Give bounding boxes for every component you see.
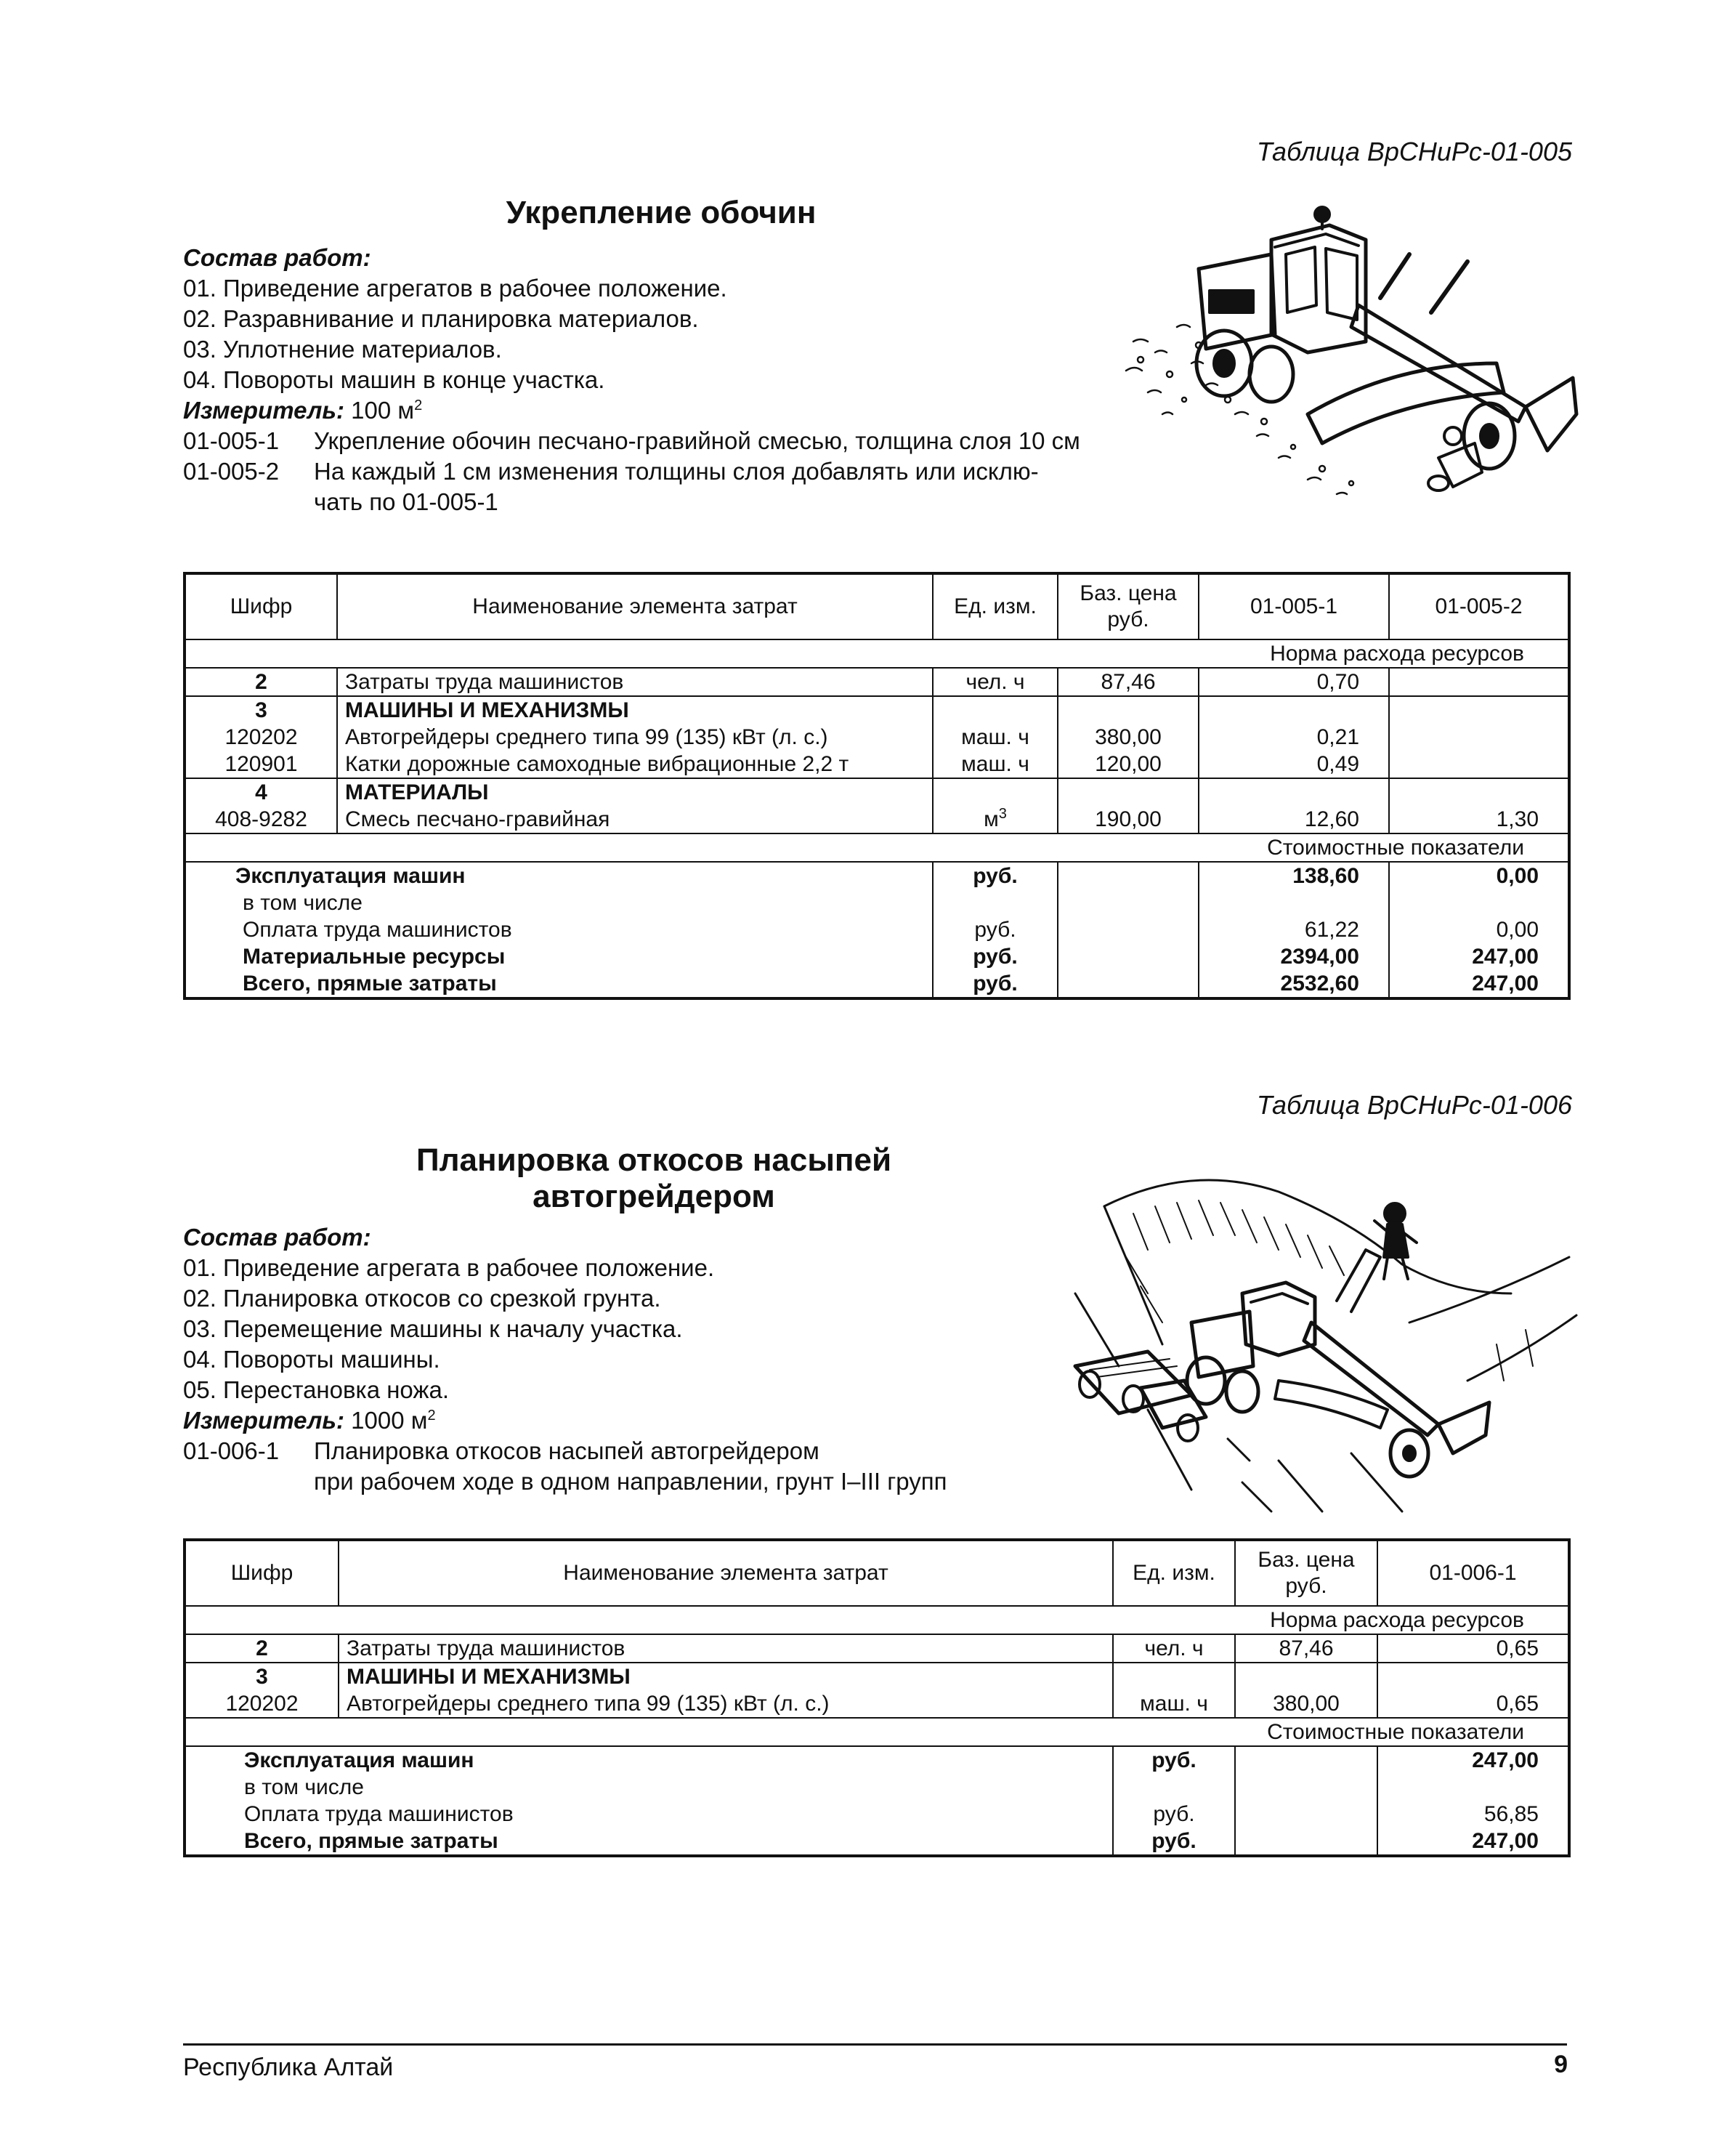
cell-name: Затраты труда машинистов — [339, 1634, 1113, 1663]
cell-code: 120202 — [185, 724, 337, 751]
summary-value: 0,00 — [1389, 862, 1569, 889]
cell-price: 87,46 — [1058, 668, 1199, 696]
column-header: Наименование элемента затрат — [339, 1540, 1113, 1606]
table-row — [185, 668, 1569, 696]
item-text: Планировка откосов насыпей автогрейдером — [314, 1437, 819, 1464]
section-title-line: Планировка откосов насыпей — [416, 1142, 892, 1178]
summary-unit: руб. — [1113, 1746, 1235, 1774]
cell-unit: чел. ч — [1113, 1634, 1235, 1663]
summary-value: 247,00 — [1377, 1746, 1569, 1774]
summary-unit: руб. — [933, 970, 1058, 998]
cell-code: 2 — [185, 1634, 339, 1663]
summary-row — [185, 1746, 1569, 1774]
column-header: Шифр — [185, 573, 337, 639]
summary-row — [185, 1801, 1569, 1828]
band-cost: Стоимостные показатели — [185, 1718, 1569, 1746]
summary-value: 247,00 — [1389, 970, 1569, 998]
section-title-line: автогрейдером — [533, 1179, 775, 1214]
item-text: На каждый 1 см изменения толщины слоя добавлять или исклю- — [314, 458, 1039, 485]
column-header: Ед. изм. — [1113, 1540, 1235, 1606]
table-row — [185, 751, 1569, 778]
work-step: 01. Приведение агрегата в рабочее положение. — [183, 1254, 715, 1281]
work-step: 02. Разравнивание и планировка материалов. — [183, 305, 699, 332]
cell-value: 1,30 — [1389, 806, 1569, 833]
summary-row — [185, 943, 1569, 970]
summary-row — [185, 862, 1569, 889]
meter-label: Измеритель: — [183, 1407, 344, 1434]
cell-price: 190,00 — [1058, 806, 1199, 833]
column-header: Баз. цена руб. — [1058, 573, 1199, 639]
summary-name: Всего, прямые затраты — [244, 1829, 498, 1853]
band-norm: Норма расхода ресурсов — [185, 1606, 1569, 1634]
band-cost: Стоимостные показатели — [185, 833, 1569, 862]
item-code: 01-005-2 — [183, 458, 280, 485]
summary-name: Эксплуатация машин — [235, 864, 466, 888]
work-step: 03. Перемещение машины к началу участка. — [183, 1315, 683, 1342]
cost-table-01-006 — [183, 1538, 1571, 1857]
item-text: Укрепление обочин песчано-гравийной смесью, толщина слоя 10 см — [314, 427, 1080, 454]
summary-value: 61,22 — [1199, 916, 1389, 943]
table-row — [185, 806, 1569, 833]
summary-value: 56,85 — [1377, 1801, 1569, 1828]
item-text-continuation: чать по 01-005-1 — [314, 488, 498, 515]
summary-unit: руб. — [1113, 1828, 1235, 1856]
table-row — [185, 778, 1569, 806]
summary-value: 247,00 — [1389, 943, 1569, 970]
cell-price: 380,00 — [1235, 1690, 1377, 1718]
unit-superscript: 3 — [998, 806, 1007, 822]
cell-value: 0,65 — [1377, 1690, 1569, 1718]
summary-unit: руб. — [933, 916, 1058, 943]
summary-name: Эксплуатация машин — [244, 1748, 474, 1772]
summary-row — [185, 916, 1569, 943]
summary-row — [185, 889, 1569, 916]
cell-name: Смесь песчано-гравийная — [337, 806, 933, 833]
column-header: 01-005-2 — [1389, 573, 1569, 639]
cell-name: Автогрейдеры среднего типа 99 (135) кВт (л. с.) — [339, 1690, 1113, 1718]
column-header: Баз. цена руб. — [1235, 1540, 1377, 1606]
cell-value: 0,70 — [1199, 668, 1389, 696]
cell-value: 12,60 — [1199, 806, 1389, 833]
item-code: 01-006-1 — [183, 1437, 280, 1464]
meter-superscript: 2 — [414, 397, 423, 413]
composition-block-01-005 — [183, 243, 1186, 517]
summary-name: Всего, прямые затраты — [243, 972, 497, 996]
summary-value: 2394,00 — [1199, 943, 1389, 970]
cell-code: 120901 — [185, 751, 337, 778]
cell-price: 380,00 — [1058, 724, 1199, 751]
section-title-01-006 — [363, 1142, 944, 1215]
meter-superscript: 2 — [427, 1408, 436, 1424]
cell-value: 0,65 — [1377, 1634, 1569, 1663]
meter-label: Измеритель: — [183, 397, 344, 424]
cell-name: Автогрейдеры среднего типа 99 (135) кВт (л. с.) — [337, 724, 933, 751]
composition-label: Состав работ: — [183, 244, 371, 271]
cell-value — [1389, 751, 1569, 778]
table-row — [185, 724, 1569, 751]
unit-text: м — [984, 807, 999, 831]
cell-name: Затраты труда машинистов — [337, 668, 933, 696]
cell-name: Катки дорожные самоходные вибрационные 2,2 т — [337, 751, 933, 778]
meter-value: 100 м — [351, 397, 415, 424]
work-step: 01. Приведение агрегатов в рабочее положение. — [183, 275, 727, 302]
cell-code: 120202 — [185, 1690, 339, 1718]
table-caption-01-006: Таблица ВрСНиРс-01-006 — [1256, 1090, 1572, 1120]
column-header: 01-006-1 — [1377, 1540, 1569, 1606]
cell-code: 3 — [185, 696, 337, 724]
cell-unit: маш. ч — [1113, 1690, 1235, 1718]
cell-name: МАШИНЫ И МЕХАНИЗМЫ — [339, 1663, 1113, 1690]
table-row — [185, 696, 1569, 724]
slope-grading-illustration — [1061, 1148, 1584, 1526]
summary-value: 0,00 — [1389, 916, 1569, 943]
cell-price: 87,46 — [1235, 1634, 1377, 1663]
cell-value: 0,49 — [1199, 751, 1389, 778]
item-text-continuation: при рабочем ходе в одном направлении, грунт I–III групп — [314, 1468, 947, 1495]
cell-price: 120,00 — [1058, 751, 1199, 778]
item-code: 01-005-1 — [183, 427, 280, 454]
band-norm: Норма расхода ресурсов — [185, 639, 1569, 668]
cell-code: 2 — [185, 668, 337, 696]
summary-name: Оплата труда машинистов — [243, 918, 512, 942]
work-step: 03. Уплотнение материалов. — [183, 336, 502, 363]
summary-unit: руб. — [933, 862, 1058, 889]
motor-grader-illustration — [1090, 196, 1584, 538]
composition-label: Состав работ: — [183, 1224, 371, 1251]
summary-row — [185, 1774, 1569, 1801]
column-header: Ед. изм. — [933, 573, 1058, 639]
summary-name: в том числе — [243, 891, 363, 915]
work-step: 04. Повороты машин в конце участка. — [183, 366, 605, 393]
page-number: 9 — [1554, 2051, 1568, 2078]
summary-unit: руб. — [933, 943, 1058, 970]
cell-value: 0,21 — [1199, 724, 1389, 751]
table-row — [185, 1634, 1569, 1663]
table-row — [185, 1663, 1569, 1690]
summary-value: 247,00 — [1377, 1828, 1569, 1856]
summary-name: Материальные ресурсы — [243, 945, 506, 969]
table-row — [185, 1690, 1569, 1718]
column-header: Наименование элемента затрат — [337, 573, 933, 639]
summary-unit: руб. — [1113, 1801, 1235, 1828]
cell-code: 3 — [185, 1663, 339, 1690]
cell-name: МАТЕРИАЛЫ — [337, 778, 933, 806]
summary-row — [185, 1828, 1569, 1856]
section-title-01-005: Укрепление обочин — [506, 195, 817, 230]
cell-value — [1389, 724, 1569, 751]
cell-unit: чел. ч — [933, 668, 1058, 696]
cell-unit: маш. ч — [933, 724, 1058, 751]
table-caption-01-005: Таблица ВрСНиРс-01-005 — [1256, 137, 1572, 166]
cost-table-01-005 — [183, 572, 1571, 1000]
summary-value: 138,60 — [1199, 862, 1389, 889]
summary-name: Оплата труда машинистов — [244, 1802, 514, 1826]
summary-value: 2532,60 — [1199, 970, 1389, 998]
work-step: 05. Перестановка ножа. — [183, 1376, 450, 1403]
composition-block-01-006 — [183, 1222, 1127, 1497]
work-step: 02. Планировка откосов со срезкой грунта. — [183, 1285, 661, 1312]
cell-unit — [933, 806, 1058, 833]
cell-name: МАШИНЫ И МЕХАНИЗМЫ — [337, 696, 933, 724]
cell-code: 408-9282 — [185, 806, 337, 833]
column-header: Шифр — [185, 1540, 339, 1606]
summary-name: в том числе — [244, 1775, 364, 1799]
footer-divider — [183, 2043, 1567, 2046]
cell-unit: маш. ч — [933, 751, 1058, 778]
summary-row — [185, 970, 1569, 998]
cell-value — [1389, 668, 1569, 696]
meter-value: 1000 м — [351, 1407, 428, 1434]
work-step: 04. Повороты машины. — [183, 1346, 440, 1373]
column-header: 01-005-1 — [1199, 573, 1389, 639]
footer-region: Республика Алтай — [183, 2054, 394, 2081]
cell-code: 4 — [185, 778, 337, 806]
